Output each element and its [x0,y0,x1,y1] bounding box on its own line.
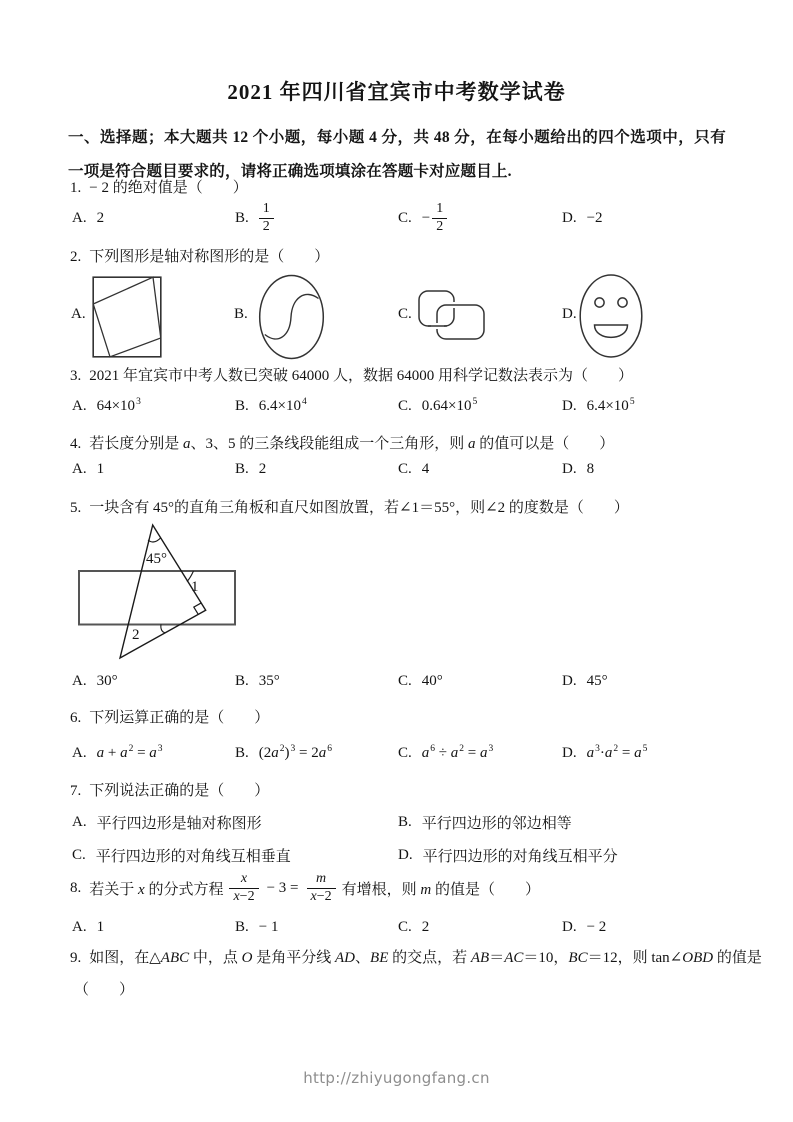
question-text: − 2 的绝对值是（ ） [89,180,248,196]
angle-2-arc [161,624,166,633]
question-text: 下列说法正确的是（ ） [89,783,270,799]
question-text: 若长度分别是 a、3、5 的三条线段能组成一个三角形，则 a 的值可以是（ ） [89,436,615,452]
question-7-options-row-2 [70,844,770,866]
question-9-line-2 [70,978,750,999]
question-7-line [70,779,750,800]
option-d: D. 8 [562,460,595,477]
option-a: A. 平行四边形是轴对称图形 [72,813,262,832]
footer-link[interactable]: http://zhiyugongfang.cn [303,1069,490,1087]
question-text: 下列运算正确的是（ ） [89,710,270,726]
question-text-post: 有增根，则 m 的值是（ ） [341,881,540,898]
option-d: D. 45° [562,672,608,689]
option-d-label: D. [562,306,577,322]
question-8-line [70,864,750,912]
fraction: $\frac{1}{2}$ [259,201,274,234]
question-4-options [70,458,770,480]
apex-angle-label: 45° [146,551,167,567]
triangle-ruler-diagram [70,517,245,667]
question-5-options [70,670,770,692]
option-c: C. 40° [398,672,443,689]
question-8-options [70,916,770,938]
question-number: 8. [70,879,82,896]
option-a: A. 1 [72,460,105,477]
option-c: C. $0.64\times 10^5$ [398,396,478,414]
question-text: 一块含有 45°的直角三角板和直尺如图放置，若∠1＝55°，则∠2 的度数是（ ） [89,500,629,516]
question-number: 4. [70,436,82,452]
angle-1-label: 1 [191,579,199,595]
question-number: 5. [70,500,82,516]
pinwheel-square-figure [92,276,162,358]
option-b: B. $(2a^2)^3 = 2a^6$ [235,743,332,761]
question-4-line [70,432,750,453]
option-c: C. 4 [398,460,430,477]
option-b: B. 平行四边形的邻边相等 [398,813,572,832]
option-d: D. $a^3\cdot a^2 = a^5$ [562,743,648,761]
question-3-options [70,394,770,418]
page-title: 2021 年四川省宜宾市中考数学试卷 [227,80,566,105]
section-heading: 一、选择题；本大题共 12 个小题，每小题 4 分，共 48 分，在每小题给出的四个选项中，只有一项是符合题目要求的，请将正确选项填涂在答题卡对应题目上. [68,128,726,180]
question-text-pre: 若关于 x 的分式方程 [89,881,224,898]
question-1-line [70,176,750,197]
option-c: C. − $\frac{1}{2}$ [398,199,447,237]
option-b: B. 2 [235,460,267,477]
question-6-line [70,706,750,727]
interlocked-links-figure [416,288,488,344]
question-number: 7. [70,783,82,799]
option-d: D. 平行四边形的对角线互相平分 [398,846,618,865]
option-d: D. −2 [562,209,603,226]
option-b: B. $6.4\times 10^4$ [235,396,307,414]
fraction-right: $\frac{m}{x-2}$ [307,871,336,904]
question-number: 6. [70,710,82,726]
question-2-options [0,270,793,364]
option-d: D. − 2 [562,918,607,935]
option-c-label: C. [398,306,412,322]
option-a: A. $64\times 10^3$ [72,396,141,414]
fraction: $\frac{1}{2}$ [432,201,447,234]
question-2-line [70,245,750,266]
right-angle-mark [194,603,201,614]
option-b: B. − 1 [235,918,279,935]
fraction-left: $\frac{x}{x-2}$ [229,871,258,904]
question-number: 1. [70,180,82,196]
option-b: B. 35° [235,672,280,689]
question-text: 2021 年宜宾市中考人数已突破 64000 人，数据 64000 用科学记数法表示为（ ） [89,368,634,384]
option-a: A. $a + a^2 = a^3$ [72,743,163,761]
question-7-options-row-1 [70,811,770,833]
option-b: B. $\frac{1}{2}$ [235,199,274,237]
option-a: A. 2 [72,209,105,226]
yin-yang-ellipse-figure [258,274,325,360]
ruler-rectangle [79,571,235,625]
option-a-label: A. [71,306,86,322]
answer-parentheses: （ ） [74,982,135,998]
question-number: 2. [70,249,82,265]
question-9-line [70,946,762,967]
smiley-face-figure [578,274,644,360]
angle-2-label: 2 [132,627,140,643]
equation-middle: − 3 = [266,879,299,896]
option-c: C. 2 [398,918,430,935]
question-5-line [70,496,750,517]
option-b-label: B. [234,306,248,322]
question-number: 3. [70,368,82,384]
option-c: C. $a^6 \div a^2 = a^3$ [398,743,494,761]
option-c: C. 平行四边形的对角线互相垂直 [72,846,291,865]
question-3-line [70,364,750,385]
question-6-options [70,736,770,770]
question-text: 下列图形是轴对称图形的是（ ） [89,249,330,265]
option-a: A. 1 [72,918,105,935]
option-a: A. 30° [72,672,118,689]
option-d: D. $6.4\times 10^5$ [562,396,635,414]
question-text: 如图，在△ABC 中，点 O 是角平分线 AD、BE 的交点，若 AB＝AC＝10，BC＝12，则 tan∠OBD 的值是 [89,950,762,966]
question-1-options [70,199,770,237]
question-number: 9. [70,950,82,966]
